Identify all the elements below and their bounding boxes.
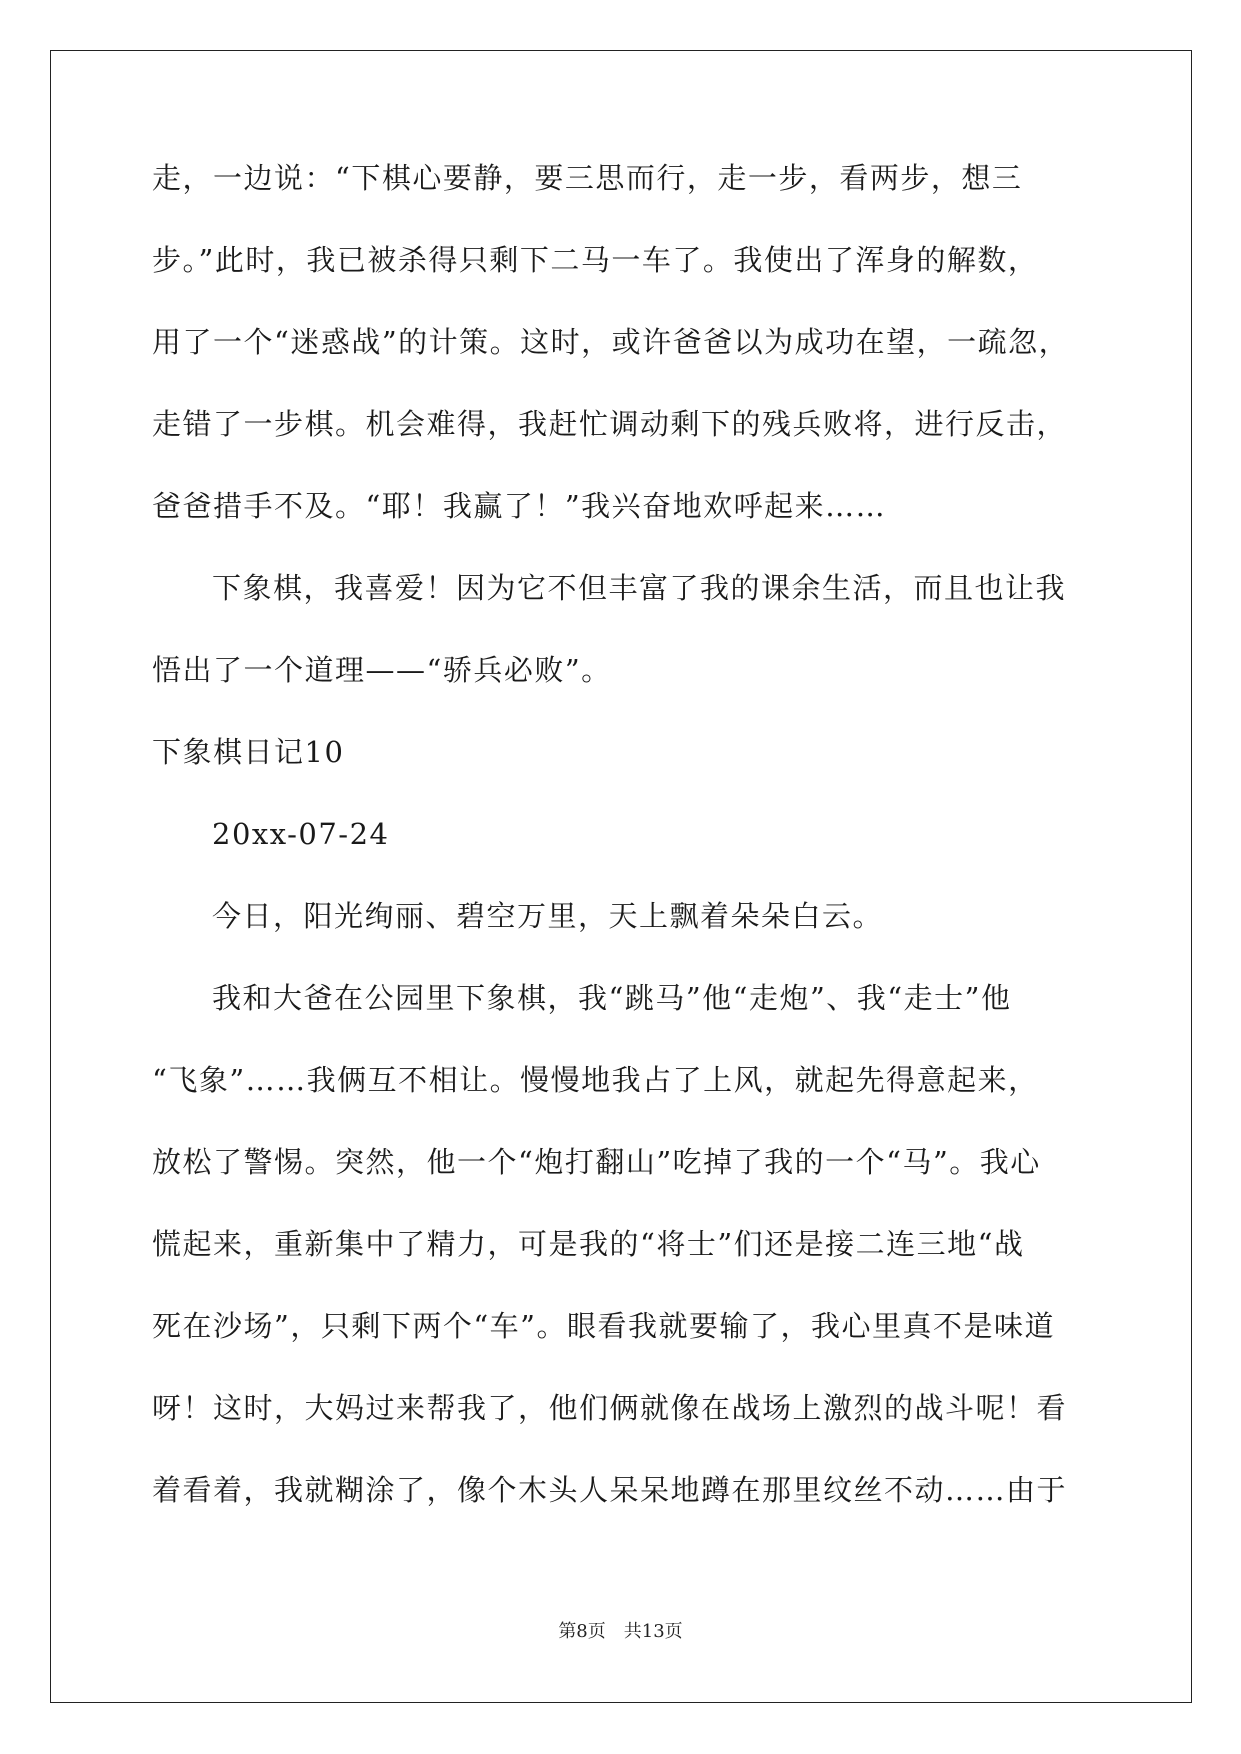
- paragraph-start: 下象棋，我喜爱！因为它不但丰富了我的课余生活，而且也让我: [212, 571, 1067, 605]
- text-line: 着看着，我就糊涂了，像个木头人呆呆地蹲在那里纹丝不动……由于: [152, 1473, 1068, 1507]
- section-heading: 下象棋日记10: [152, 735, 345, 769]
- text-line: 放松了警惕。突然，他一个“炮打翻山”吃掉了我的一个“马”。我心: [152, 1145, 1041, 1179]
- page-number-footer: 第8页 共13页: [558, 1621, 683, 1642]
- text-line: 用了一个“迷惑战”的计策。这时，或许爸爸以为成功在望，一疏忽，: [152, 325, 1070, 359]
- paragraph-start: 我和大爸在公园里下象棋，我“跳马”他“走炮”、我“走士”他: [212, 981, 1012, 1015]
- text-line: 爸爸措手不及。“耶！我赢了！”我兴奋地欢呼起来……: [152, 489, 887, 523]
- text-line: 走错了一步棋。机会难得，我赶忙调动剩下的残兵败将，进行反击，: [152, 407, 1068, 441]
- document-body: [152, 160, 1102, 1554]
- diary-date: 20xx-07-24: [212, 817, 390, 851]
- text-line: “飞象”……我俩互不相让。慢慢地我占了上风，就起先得意起来，: [152, 1063, 1039, 1097]
- text-line: 慌起来，重新集中了精力，可是我的“将士”们还是接二连三地“战: [152, 1227, 1025, 1261]
- text-line: 步。”此时，我已被杀得只剩下二马一车了。我使出了浑身的解数，: [152, 243, 1039, 277]
- text-line: 呀！这时，大妈过来帮我了，他们俩就像在战场上激烈的战斗呢！看: [152, 1391, 1068, 1425]
- paragraph-start: 今日，阳光绚丽、碧空万里，天上飘着朵朵白云。: [212, 899, 884, 933]
- text-line: 走，一边说：“下棋心要静，要三思而行，走一步，看两步，想三: [152, 161, 1023, 195]
- text-line: 悟出了一个道理——“骄兵必败”。: [152, 653, 612, 687]
- text-line: 死在沙场”，只剩下两个“车”。眼看我就要输了，我心里真不是味道: [152, 1309, 1055, 1343]
